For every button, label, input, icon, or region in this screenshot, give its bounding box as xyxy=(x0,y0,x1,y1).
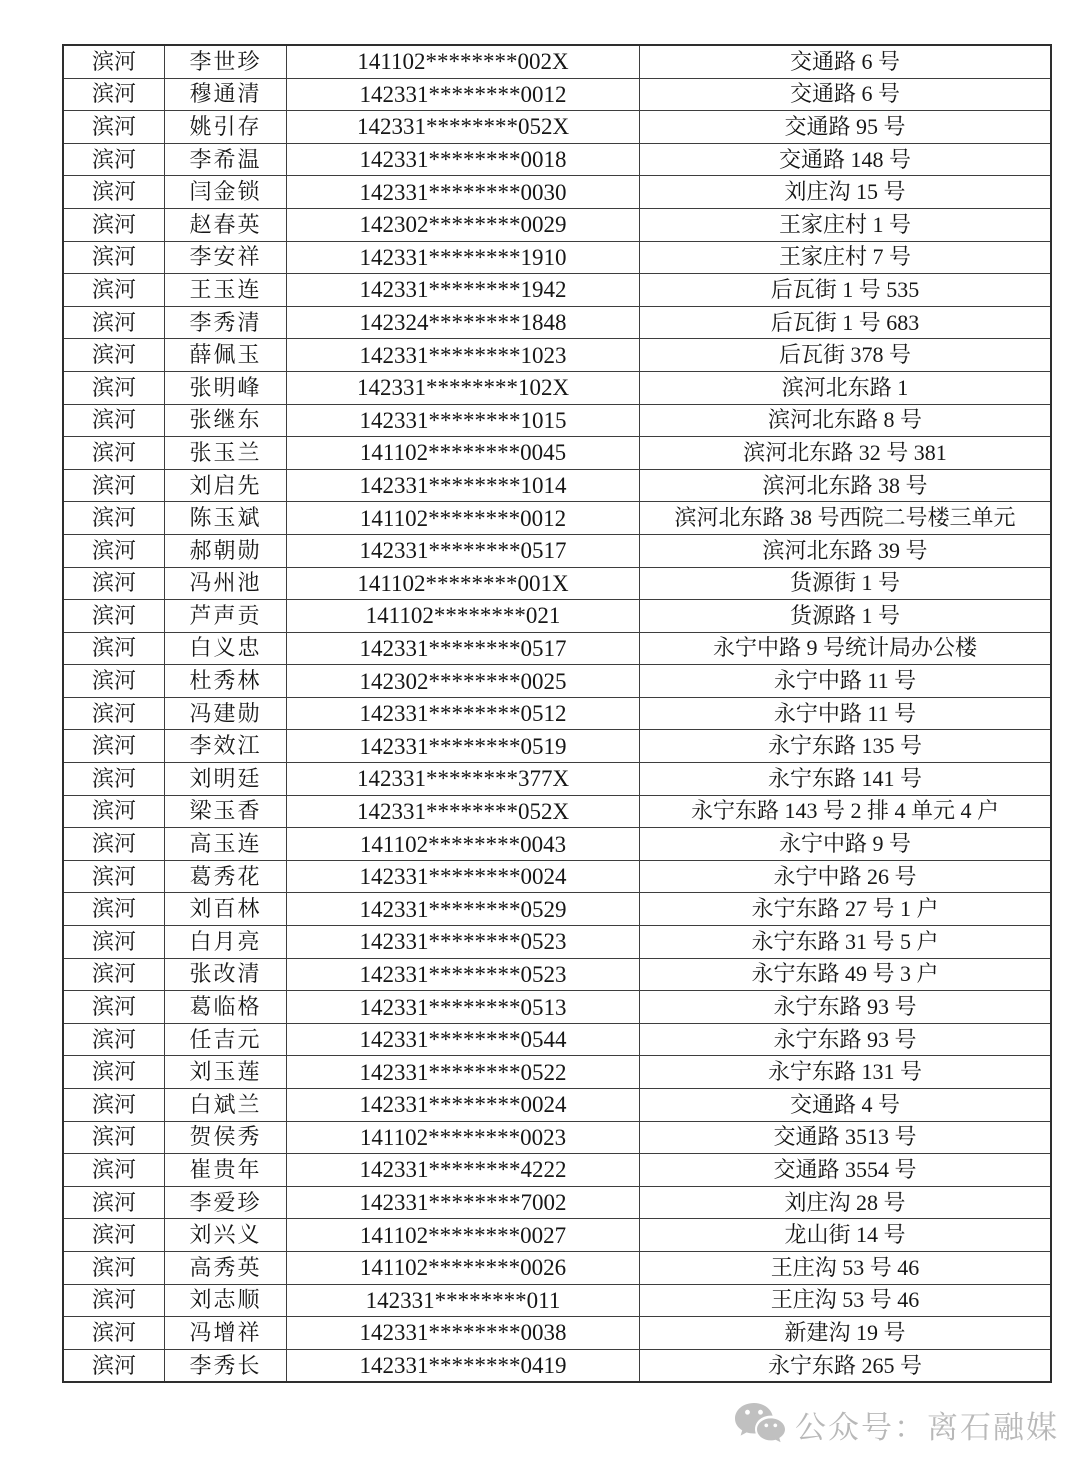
cell-address: 永宁东路 143 号 2 排 4 单元 4 户 xyxy=(640,795,1052,828)
cell-id_masked: 141102********002X xyxy=(287,45,640,78)
cell-address: 货源路 1 号 xyxy=(640,600,1052,633)
cell-address: 后瓦街 1 号 535 xyxy=(640,274,1052,307)
cell-address: 交通路 95 号 xyxy=(640,111,1052,144)
cell-id_masked: 142331********052X xyxy=(287,111,640,144)
table-row xyxy=(63,111,1051,144)
cell-district: 滨河 xyxy=(63,991,165,1024)
cell-name: 冯建勋 xyxy=(165,697,287,730)
table-row xyxy=(63,860,1051,893)
cell-district: 滨河 xyxy=(63,632,165,665)
table-row xyxy=(63,1121,1051,1154)
table-row xyxy=(63,600,1051,633)
cell-address: 后瓦街 378 号 xyxy=(640,339,1052,372)
cell-id_masked: 142331********0529 xyxy=(287,893,640,926)
cell-address: 永宁东路 135 号 xyxy=(640,730,1052,763)
cell-district: 滨河 xyxy=(63,534,165,567)
cell-district: 滨河 xyxy=(63,241,165,274)
cell-district: 滨河 xyxy=(63,1349,165,1382)
cell-name: 刘玉莲 xyxy=(165,1056,287,1089)
table-row xyxy=(63,730,1051,763)
table-row xyxy=(63,306,1051,339)
cell-id_masked: 142331********0519 xyxy=(287,730,640,763)
cell-address: 永宁东路 265 号 xyxy=(640,1349,1052,1382)
table-row xyxy=(63,665,1051,698)
cell-id_masked: 142331********0544 xyxy=(287,1023,640,1056)
table-row xyxy=(63,469,1051,502)
cell-address: 永宁中路 9 号统计局办公楼 xyxy=(640,632,1052,665)
table-row xyxy=(63,1349,1051,1382)
cell-id_masked: 142331********0517 xyxy=(287,534,640,567)
cell-address: 刘庄沟 15 号 xyxy=(640,176,1052,209)
cell-address: 永宁中路 9 号 xyxy=(640,828,1052,861)
cell-id_masked: 142331********377X xyxy=(287,763,640,796)
records-table-body xyxy=(63,45,1051,1382)
cell-address: 滨河北东路 32 号 381 xyxy=(640,437,1052,470)
cell-district: 滨河 xyxy=(63,502,165,535)
cell-address: 交通路 4 号 xyxy=(640,1089,1052,1122)
cell-district: 滨河 xyxy=(63,828,165,861)
cell-name: 张玉兰 xyxy=(165,437,287,470)
cell-id_masked: 142331********0512 xyxy=(287,697,640,730)
cell-name: 白义忠 xyxy=(165,632,287,665)
cell-district: 滨河 xyxy=(63,1056,165,1089)
cell-id_masked: 141102********021 xyxy=(287,600,640,633)
table-row xyxy=(63,697,1051,730)
cell-district: 滨河 xyxy=(63,111,165,144)
cell-name: 白斌兰 xyxy=(165,1089,287,1122)
cell-id_masked: 142324********1848 xyxy=(287,306,640,339)
cell-district: 滨河 xyxy=(63,78,165,111)
cell-district: 滨河 xyxy=(63,306,165,339)
cell-address: 王家庄村 7 号 xyxy=(640,241,1052,274)
table-row xyxy=(63,404,1051,437)
table-row xyxy=(63,502,1051,535)
cell-district: 滨河 xyxy=(63,567,165,600)
table-row xyxy=(63,632,1051,665)
cell-address: 王庄沟 53 号 46 xyxy=(640,1251,1052,1284)
cell-district: 滨河 xyxy=(63,208,165,241)
cell-id_masked: 142331********7002 xyxy=(287,1186,640,1219)
table-row xyxy=(63,1284,1051,1317)
cell-id_masked: 142331********0419 xyxy=(287,1349,640,1382)
cell-district: 滨河 xyxy=(63,600,165,633)
cell-id_masked: 142331********052X xyxy=(287,795,640,828)
cell-id_masked: 142302********0025 xyxy=(287,665,640,698)
cell-name: 李秀清 xyxy=(165,306,287,339)
cell-id_masked: 142302********0029 xyxy=(287,208,640,241)
cell-district: 滨河 xyxy=(63,665,165,698)
cell-district: 滨河 xyxy=(63,697,165,730)
cell-address: 交通路 3554 号 xyxy=(640,1154,1052,1187)
cell-district: 滨河 xyxy=(63,437,165,470)
cell-address: 永宁东路 27 号 1 户 xyxy=(640,893,1052,926)
table-row xyxy=(63,274,1051,307)
cell-name: 张明峰 xyxy=(165,371,287,404)
cell-address: 滨河北东路 8 号 xyxy=(640,404,1052,437)
cell-address: 滨河北东路 1 xyxy=(640,371,1052,404)
table-row xyxy=(63,534,1051,567)
cell-address: 王家庄村 1 号 xyxy=(640,208,1052,241)
cell-name: 崔贵年 xyxy=(165,1154,287,1187)
cell-address: 交通路 6 号 xyxy=(640,45,1052,78)
table-row xyxy=(63,339,1051,372)
cell-address: 新建沟 19 号 xyxy=(640,1317,1052,1350)
cell-id_masked: 142331********0522 xyxy=(287,1056,640,1089)
cell-district: 滨河 xyxy=(63,795,165,828)
cell-id_masked: 142331********1015 xyxy=(287,404,640,437)
cell-name: 陈玉斌 xyxy=(165,502,287,535)
cell-id_masked: 142331********4222 xyxy=(287,1154,640,1187)
watermark xyxy=(733,1398,1059,1450)
cell-id_masked: 141102********001X xyxy=(287,567,640,600)
cell-id_masked: 142331********0513 xyxy=(287,991,640,1024)
cell-district: 滨河 xyxy=(63,1186,165,1219)
cell-address: 永宁东路 141 号 xyxy=(640,763,1052,796)
cell-district: 滨河 xyxy=(63,274,165,307)
table-row xyxy=(63,828,1051,861)
cell-address: 永宁东路 131 号 xyxy=(640,1056,1052,1089)
cell-name: 刘启先 xyxy=(165,469,287,502)
watermark-text: 公众号：离石融媒 xyxy=(795,1409,1059,1445)
cell-district: 滨河 xyxy=(63,371,165,404)
cell-name: 刘志顺 xyxy=(165,1284,287,1317)
cell-address: 永宁东路 49 号 3 户 xyxy=(640,958,1052,991)
cell-name: 李安祥 xyxy=(165,241,287,274)
cell-district: 滨河 xyxy=(63,1089,165,1122)
cell-id_masked: 142331********0018 xyxy=(287,143,640,176)
cell-address: 永宁东路 93 号 xyxy=(640,1023,1052,1056)
cell-id_masked: 141102********0043 xyxy=(287,828,640,861)
table-row xyxy=(63,78,1051,111)
cell-name: 李效江 xyxy=(165,730,287,763)
cell-name: 李爱珍 xyxy=(165,1186,287,1219)
table-row xyxy=(63,926,1051,959)
table-row xyxy=(63,1186,1051,1219)
cell-address: 永宁中路 26 号 xyxy=(640,860,1052,893)
cell-name: 高玉连 xyxy=(165,828,287,861)
cell-district: 滨河 xyxy=(63,404,165,437)
cell-district: 滨河 xyxy=(63,1023,165,1056)
cell-id_masked: 141102********0023 xyxy=(287,1121,640,1154)
cell-name: 闫金锁 xyxy=(165,176,287,209)
cell-id_masked: 141102********0045 xyxy=(287,437,640,470)
cell-district: 滨河 xyxy=(63,339,165,372)
table-row xyxy=(63,1023,1051,1056)
table-row xyxy=(63,371,1051,404)
cell-id_masked: 141102********0027 xyxy=(287,1219,640,1252)
table-row xyxy=(63,1219,1051,1252)
records-table xyxy=(62,44,1052,1383)
cell-id_masked: 142331********0024 xyxy=(287,1089,640,1122)
table-row xyxy=(63,241,1051,274)
table-row xyxy=(63,1056,1051,1089)
cell-address: 永宁东路 31 号 5 户 xyxy=(640,926,1052,959)
cell-name: 冯增祥 xyxy=(165,1317,287,1350)
table-row xyxy=(63,1251,1051,1284)
cell-address: 永宁中路 11 号 xyxy=(640,697,1052,730)
cell-id_masked: 142331********1023 xyxy=(287,339,640,372)
table-row xyxy=(63,45,1051,78)
table-row xyxy=(63,143,1051,176)
cell-district: 滨河 xyxy=(63,1219,165,1252)
table-row xyxy=(63,763,1051,796)
cell-id_masked: 142331********102X xyxy=(287,371,640,404)
cell-name: 张继东 xyxy=(165,404,287,437)
cell-id_masked: 142331********0030 xyxy=(287,176,640,209)
cell-address: 滨河北东路 39 号 xyxy=(640,534,1052,567)
cell-name: 郝朝勋 xyxy=(165,534,287,567)
cell-district: 滨河 xyxy=(63,926,165,959)
cell-id_masked: 142331********1014 xyxy=(287,469,640,502)
table-row xyxy=(63,176,1051,209)
cell-address: 龙山街 14 号 xyxy=(640,1219,1052,1252)
cell-name: 杜秀林 xyxy=(165,665,287,698)
cell-id_masked: 142331********1910 xyxy=(287,241,640,274)
cell-district: 滨河 xyxy=(63,45,165,78)
cell-id_masked: 142331********0024 xyxy=(287,860,640,893)
cell-district: 滨河 xyxy=(63,893,165,926)
table-row xyxy=(63,1154,1051,1187)
cell-district: 滨河 xyxy=(63,1154,165,1187)
cell-address: 后瓦街 1 号 683 xyxy=(640,306,1052,339)
cell-district: 滨河 xyxy=(63,176,165,209)
cell-address: 交通路 3513 号 xyxy=(640,1121,1052,1154)
cell-name: 贺侯秀 xyxy=(165,1121,287,1154)
cell-name: 穆通清 xyxy=(165,78,287,111)
cell-name: 刘明廷 xyxy=(165,763,287,796)
table-row xyxy=(63,991,1051,1024)
cell-district: 滨河 xyxy=(63,1284,165,1317)
cell-district: 滨河 xyxy=(63,1317,165,1350)
cell-id_masked: 142331********011 xyxy=(287,1284,640,1317)
cell-address: 滨河北东路 38 号西院二号楼三单元 xyxy=(640,502,1052,535)
cell-id_masked: 141102********0012 xyxy=(287,502,640,535)
cell-id_masked: 142331********0038 xyxy=(287,1317,640,1350)
cell-address: 永宁中路 11 号 xyxy=(640,665,1052,698)
table-row xyxy=(63,437,1051,470)
table-row xyxy=(63,1089,1051,1122)
cell-address: 货源街 1 号 xyxy=(640,567,1052,600)
cell-name: 李希温 xyxy=(165,143,287,176)
cell-name: 赵春英 xyxy=(165,208,287,241)
table-row xyxy=(63,567,1051,600)
cell-district: 滨河 xyxy=(63,730,165,763)
cell-name: 薛佩玉 xyxy=(165,339,287,372)
cell-district: 滨河 xyxy=(63,763,165,796)
cell-district: 滨河 xyxy=(63,1251,165,1284)
cell-name: 梁玉香 xyxy=(165,795,287,828)
cell-address: 交通路 6 号 xyxy=(640,78,1052,111)
cell-id_masked: 141102********0026 xyxy=(287,1251,640,1284)
cell-address: 滨河北东路 38 号 xyxy=(640,469,1052,502)
cell-name: 王玉连 xyxy=(165,274,287,307)
cell-district: 滨河 xyxy=(63,958,165,991)
cell-name: 姚引存 xyxy=(165,111,287,144)
cell-id_masked: 142331********0523 xyxy=(287,958,640,991)
cell-address: 永宁东路 93 号 xyxy=(640,991,1052,1024)
wechat-icon xyxy=(733,1401,787,1447)
cell-address: 交通路 148 号 xyxy=(640,143,1052,176)
cell-name: 李世珍 xyxy=(165,45,287,78)
cell-name: 刘百林 xyxy=(165,893,287,926)
cell-name: 白月亮 xyxy=(165,926,287,959)
cell-name: 高秀英 xyxy=(165,1251,287,1284)
cell-district: 滨河 xyxy=(63,1121,165,1154)
cell-id_masked: 142331********0517 xyxy=(287,632,640,665)
cell-district: 滨河 xyxy=(63,143,165,176)
cell-address: 刘庄沟 28 号 xyxy=(640,1186,1052,1219)
cell-name: 芦声贡 xyxy=(165,600,287,633)
table-row xyxy=(63,795,1051,828)
cell-name: 任吉元 xyxy=(165,1023,287,1056)
cell-name: 葛临格 xyxy=(165,991,287,1024)
cell-district: 滨河 xyxy=(63,469,165,502)
table-row xyxy=(63,1317,1051,1350)
table-row xyxy=(63,893,1051,926)
cell-id_masked: 142331********0523 xyxy=(287,926,640,959)
table-row xyxy=(63,958,1051,991)
cell-id_masked: 142331********1942 xyxy=(287,274,640,307)
cell-address: 王庄沟 53 号 46 xyxy=(640,1284,1052,1317)
cell-name: 李秀长 xyxy=(165,1349,287,1382)
cell-name: 葛秀花 xyxy=(165,860,287,893)
cell-name: 刘兴义 xyxy=(165,1219,287,1252)
cell-name: 冯州池 xyxy=(165,567,287,600)
cell-district: 滨河 xyxy=(63,860,165,893)
cell-id_masked: 142331********0012 xyxy=(287,78,640,111)
cell-name: 张改清 xyxy=(165,958,287,991)
table-row xyxy=(63,208,1051,241)
